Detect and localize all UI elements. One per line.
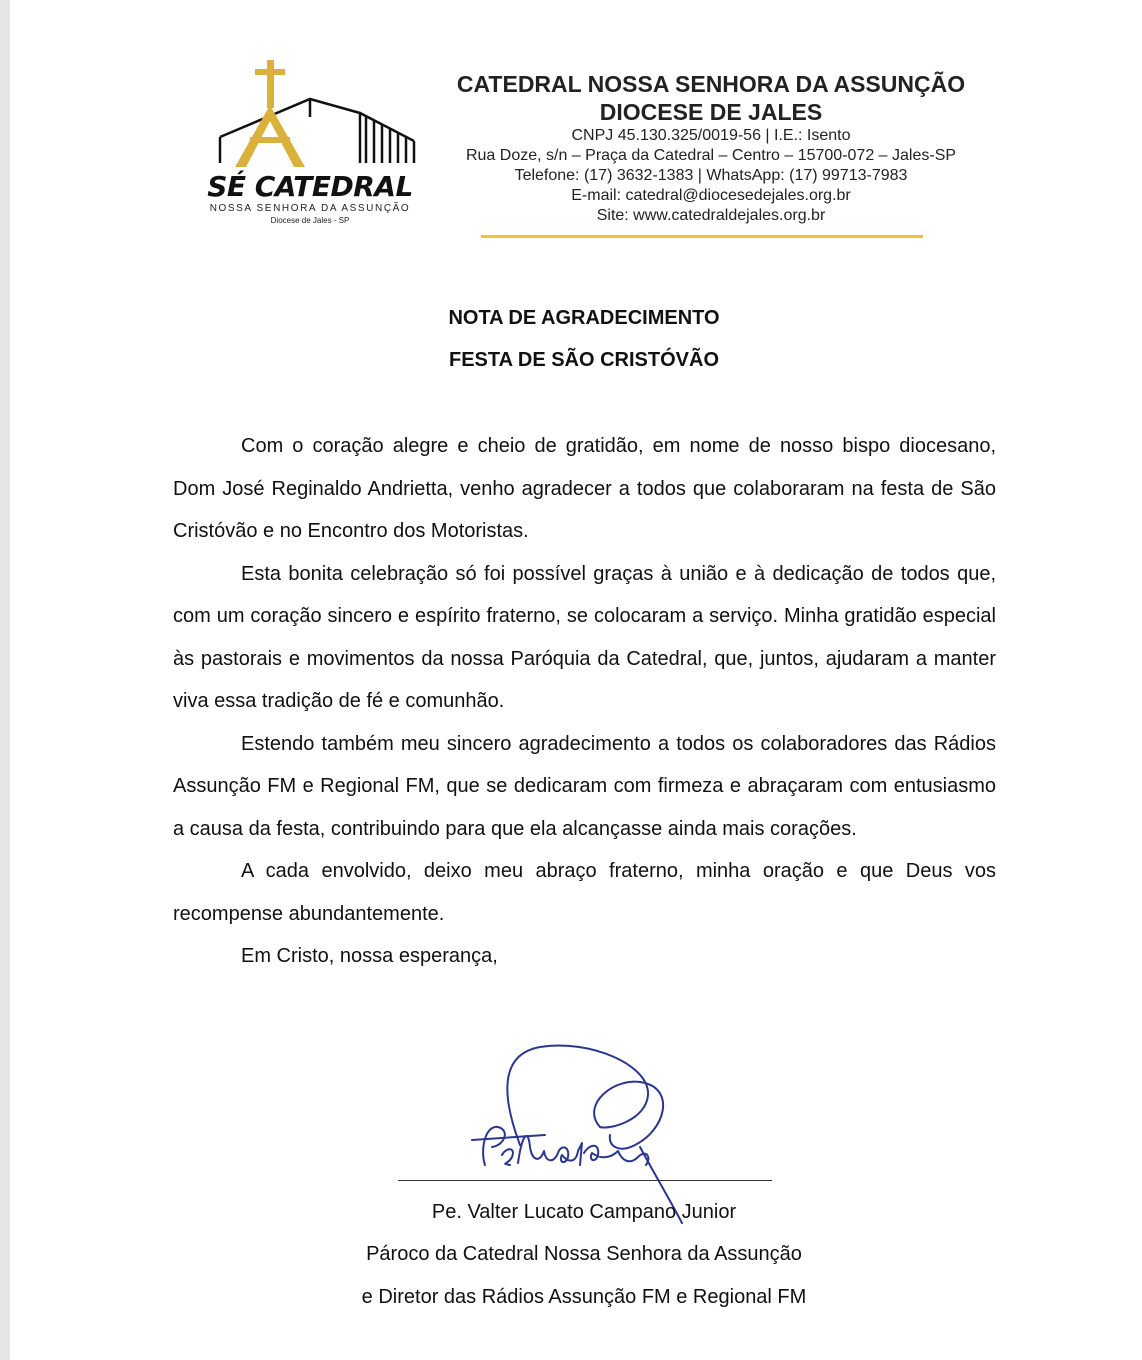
org-address: Rua Doze, s/n – Praça da Catedral – Centro – 15700-072 – Jales-SP [465,147,957,164]
handwritten-signature [450,1035,690,1225]
document-title: NOTA DE AGRADECIMENTO [448,307,720,329]
letterhead-divider [481,235,923,238]
paragraph: Esta bonita celebração só foi possível graças à união e à dedicação de todos que, com um coração sincero e espírito fraterno, se colocaram a serviço. Minha gratidão especial às pastorais e movimentos da nossa Paróquia da Catedral, que, juntos, ajudaram a manter viva essa tradição de fé e comunhão. [173,562,996,712]
closing-line: Em Cristo, nossa esperança, [241,945,498,967]
org-cnpj: CNPJ 45.130.325/0019-56 | I.E.: Isento [571,127,851,144]
letter-body [173,425,996,978]
logo-location: Diocese de Jales - SP [270,216,350,225]
document-subtitle: FESTA DE SÃO CRISTÓVÃO [448,349,720,371]
org-site: Site: www.catedraldejales.org.br [596,207,826,224]
signer-role: Pároco da Catedral Nossa Senhora da Assunção [366,1243,802,1265]
logo-subtitle: NOSSA SENHORA DA ASSUNÇÃO [209,203,411,214]
signer-name: Pe. Valter Lucato Campano Junior [431,1201,737,1223]
org-email: E-mail: catedral@diocesedejales.org.br [571,187,851,204]
signer-role-continued: e Diretor das Rádios Assunção FM e Regional FM [361,1286,807,1308]
organization-info [430,70,992,226]
paragraph: Estendo também meu sincero agradecimento a todos os colaboradores das Rádios Assunção FM e Regional FM, que se dedicaram com firmeza e abraçaram com entusiasmo a causa da festa, contribuindo para que ela alcançasse ainda mais corações. [173,732,996,840]
logo-title: SÉ CATEDRAL [207,170,413,203]
org-diocese: DIOCESE DE JALES [599,99,823,125]
signature-line [398,1180,772,1181]
org-title: CATEDRAL NOSSA SENHORA DA ASSUNÇÃO [456,71,966,97]
document-page [10,0,1142,1360]
paragraph: A cada envolvido, deixo meu abraço fraterno, minha oração e que Deus vos recompense abundantemente. [173,860,996,925]
org-phone: Telefone: (17) 3632-1383 | WhatsApp: (17) 99713-7983 [514,167,908,184]
cathedral-logo [190,55,430,230]
paragraph: Com o coração alegre e cheio de gratidão, em nome de nosso bispo diocesano, Dom José Reginaldo Andrietta, venho agradecer a todos que colaboraram na festa de São Cristóvão e no Encontro dos Motoristas. [173,435,996,542]
